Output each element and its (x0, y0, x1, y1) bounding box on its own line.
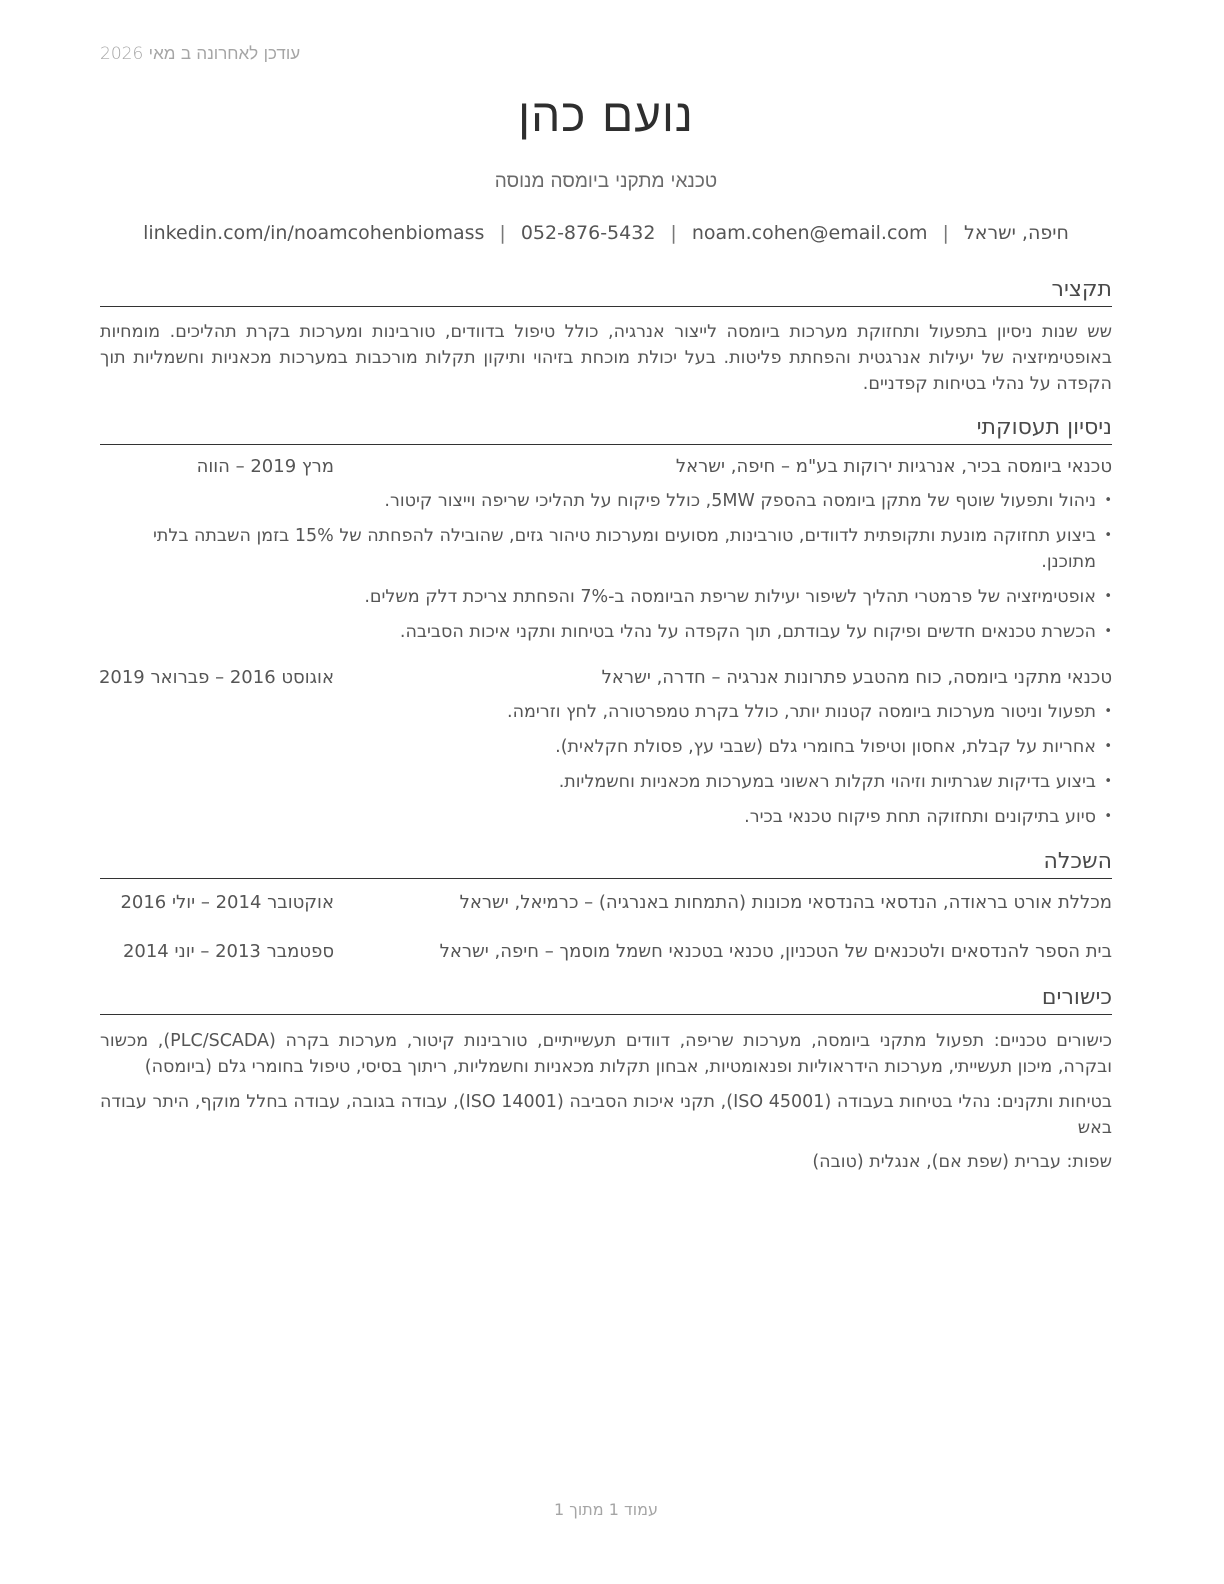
skills-heading: כישורים (100, 984, 1112, 1015)
education-row (100, 941, 1112, 967)
education-school: בית הספר להנדסאים ולטכנאים של הטכניון, טכנאי בטכנאי חשמל מוסמך – חיפה, ישראל (439, 941, 1112, 962)
job-dates: מרץ 2019 – הווה (196, 456, 334, 477)
job-header (100, 667, 1112, 693)
contact-separator: | (670, 222, 677, 244)
contact-separator: | (499, 222, 506, 244)
job-title: טכנאי מתקני ביומסה, כוח מהטבע פתרונות אנרגיה – חדרה, ישראל (601, 667, 1112, 688)
contact-location: חיפה, ישראל (963, 222, 1069, 244)
experience-heading: ניסיון תעסוקתי (100, 414, 1112, 445)
job-dates: אוגוסט 2016 – פברואר 2019 (98, 667, 334, 688)
last-updated: עודכן לאחרונה ב מאי 2026 (100, 44, 301, 64)
job-title: טכנאי ביומסה בכיר, אנרגיות ירוקות בע"מ – חיפה, ישראל (675, 456, 1112, 477)
contact-linkedin[interactable]: linkedin.com/in/noamcohenbiomass (143, 222, 485, 244)
education-school: מכללת אורט בראודה, הנדסאי בהנדסאי מכונות (התמחות באנרגיה) – כרמיאל, ישראל (459, 892, 1112, 913)
education-dates: אוקטובר 2014 – יולי 2016 (120, 892, 334, 913)
list-item: • סיוע בתיקונים ותחזוקה תחת פיקוח טכנאי בכיר. (100, 804, 1112, 830)
contact-phone[interactable]: 052-876-5432 (520, 222, 656, 244)
job-bullets (100, 699, 1112, 839)
summary-text: שש שנות ניסיון בתפעול ותחזוקת מערכות ביומסה לייצור אנרגיה, כולל טיפול בדוודים, טורבינות ומערכות בקרת תהליכים. מומחיות באופטימיזציה של יעילות אנרגטית והפחתת פליטות. בעל יכולת מוכחת בזיהוי ותיקון תקלות מורכבות במערכות מכאניות וחשמליות תוך הקפדה על נהלי בטיחות קפדניים. (100, 322, 1112, 394)
list-item: • ניהול ותפעול שוטף של מתקן ביומסה בהספק 5MW, כולל פיקוח על תהליכי שריפה וייצור קיטור. (100, 488, 1112, 514)
skills-technical: כישורים טכניים: תפעול מתקני ביומסה, מערכות שריפה, דוודים תעשייתיים, טורבינות קיטור, מערכות בקרה (PLC/SCADA), מכשור ובקרה, מיכון תעשייתי, מערכות הידראוליות ופנאומטיות, אבחון תקלות מכאניות וחשמליות, ריתוך בסיסי, טיפול בחומרי גלם (ביומסה) (100, 1031, 1113, 1077)
resume-page (100, 0, 1112, 1584)
candidate-role: טכנאי מתקני ביומסה מנוסה (494, 170, 718, 192)
list-item: • אחריות על קבלת, אחסון וטיפול בחומרי גלם (שבבי עץ, פסולת חקלאית). (100, 734, 1112, 760)
candidate-name: נועם כהן (518, 88, 694, 142)
education-heading: השכלה (100, 848, 1112, 879)
skills-safety: בטיחות ותקנים: נהלי בטיחות בעבודה (ISO 45001), תקני איכות הסביבה (ISO 14001), עבודה בגובה, עבודה בחלל מוקף, היתר עבודה באש (100, 1092, 1112, 1138)
list-item: • תפעול וניטור מערכות ביומסה קטנות יותר, כולל בקרת טמפרטורה, לחץ וזרימה. (100, 699, 1112, 725)
list-item: • אופטימיזציה של פרמטרי תהליך לשיפור יעילות שריפת הביומסה ב-7% והפחתת צריכת דלק משלים. (100, 584, 1112, 610)
list-item: • ביצוע תחזוקה מונעת ותקופתית לדוודים, טורבינות, מסועים ומערכות טיהור גזים, שהובילה להפחתה של 15% בזמן השבתה בלתי מתוכנן. (100, 523, 1112, 575)
skills-languages: שפות: עברית (שפת אם), אנגלית (טובה) (812, 1152, 1112, 1172)
list-item: • הכשרת טכנאים חדשים ופיקוח על עבודתם, תוך הקפדה על נהלי בטיחות ותקני איכות הסביבה. (100, 619, 1112, 645)
contact-separator: | (942, 222, 949, 244)
list-item: • ביצוע בדיקות שגרתיות וזיהוי תקלות ראשוני במערכות מכאניות וחשמליות. (100, 769, 1112, 795)
job-bullets (100, 488, 1112, 654)
contact-line (100, 222, 1112, 244)
job-header (100, 456, 1112, 482)
page-number: עמוד 1 מתוך 1 (554, 1500, 658, 1519)
education-row (100, 892, 1112, 918)
education-dates: ספטמבר 2013 – יוני 2014 (122, 941, 334, 962)
summary-heading: תקציר (100, 276, 1112, 307)
contact-email[interactable]: noam.cohen@email.com (691, 222, 928, 244)
